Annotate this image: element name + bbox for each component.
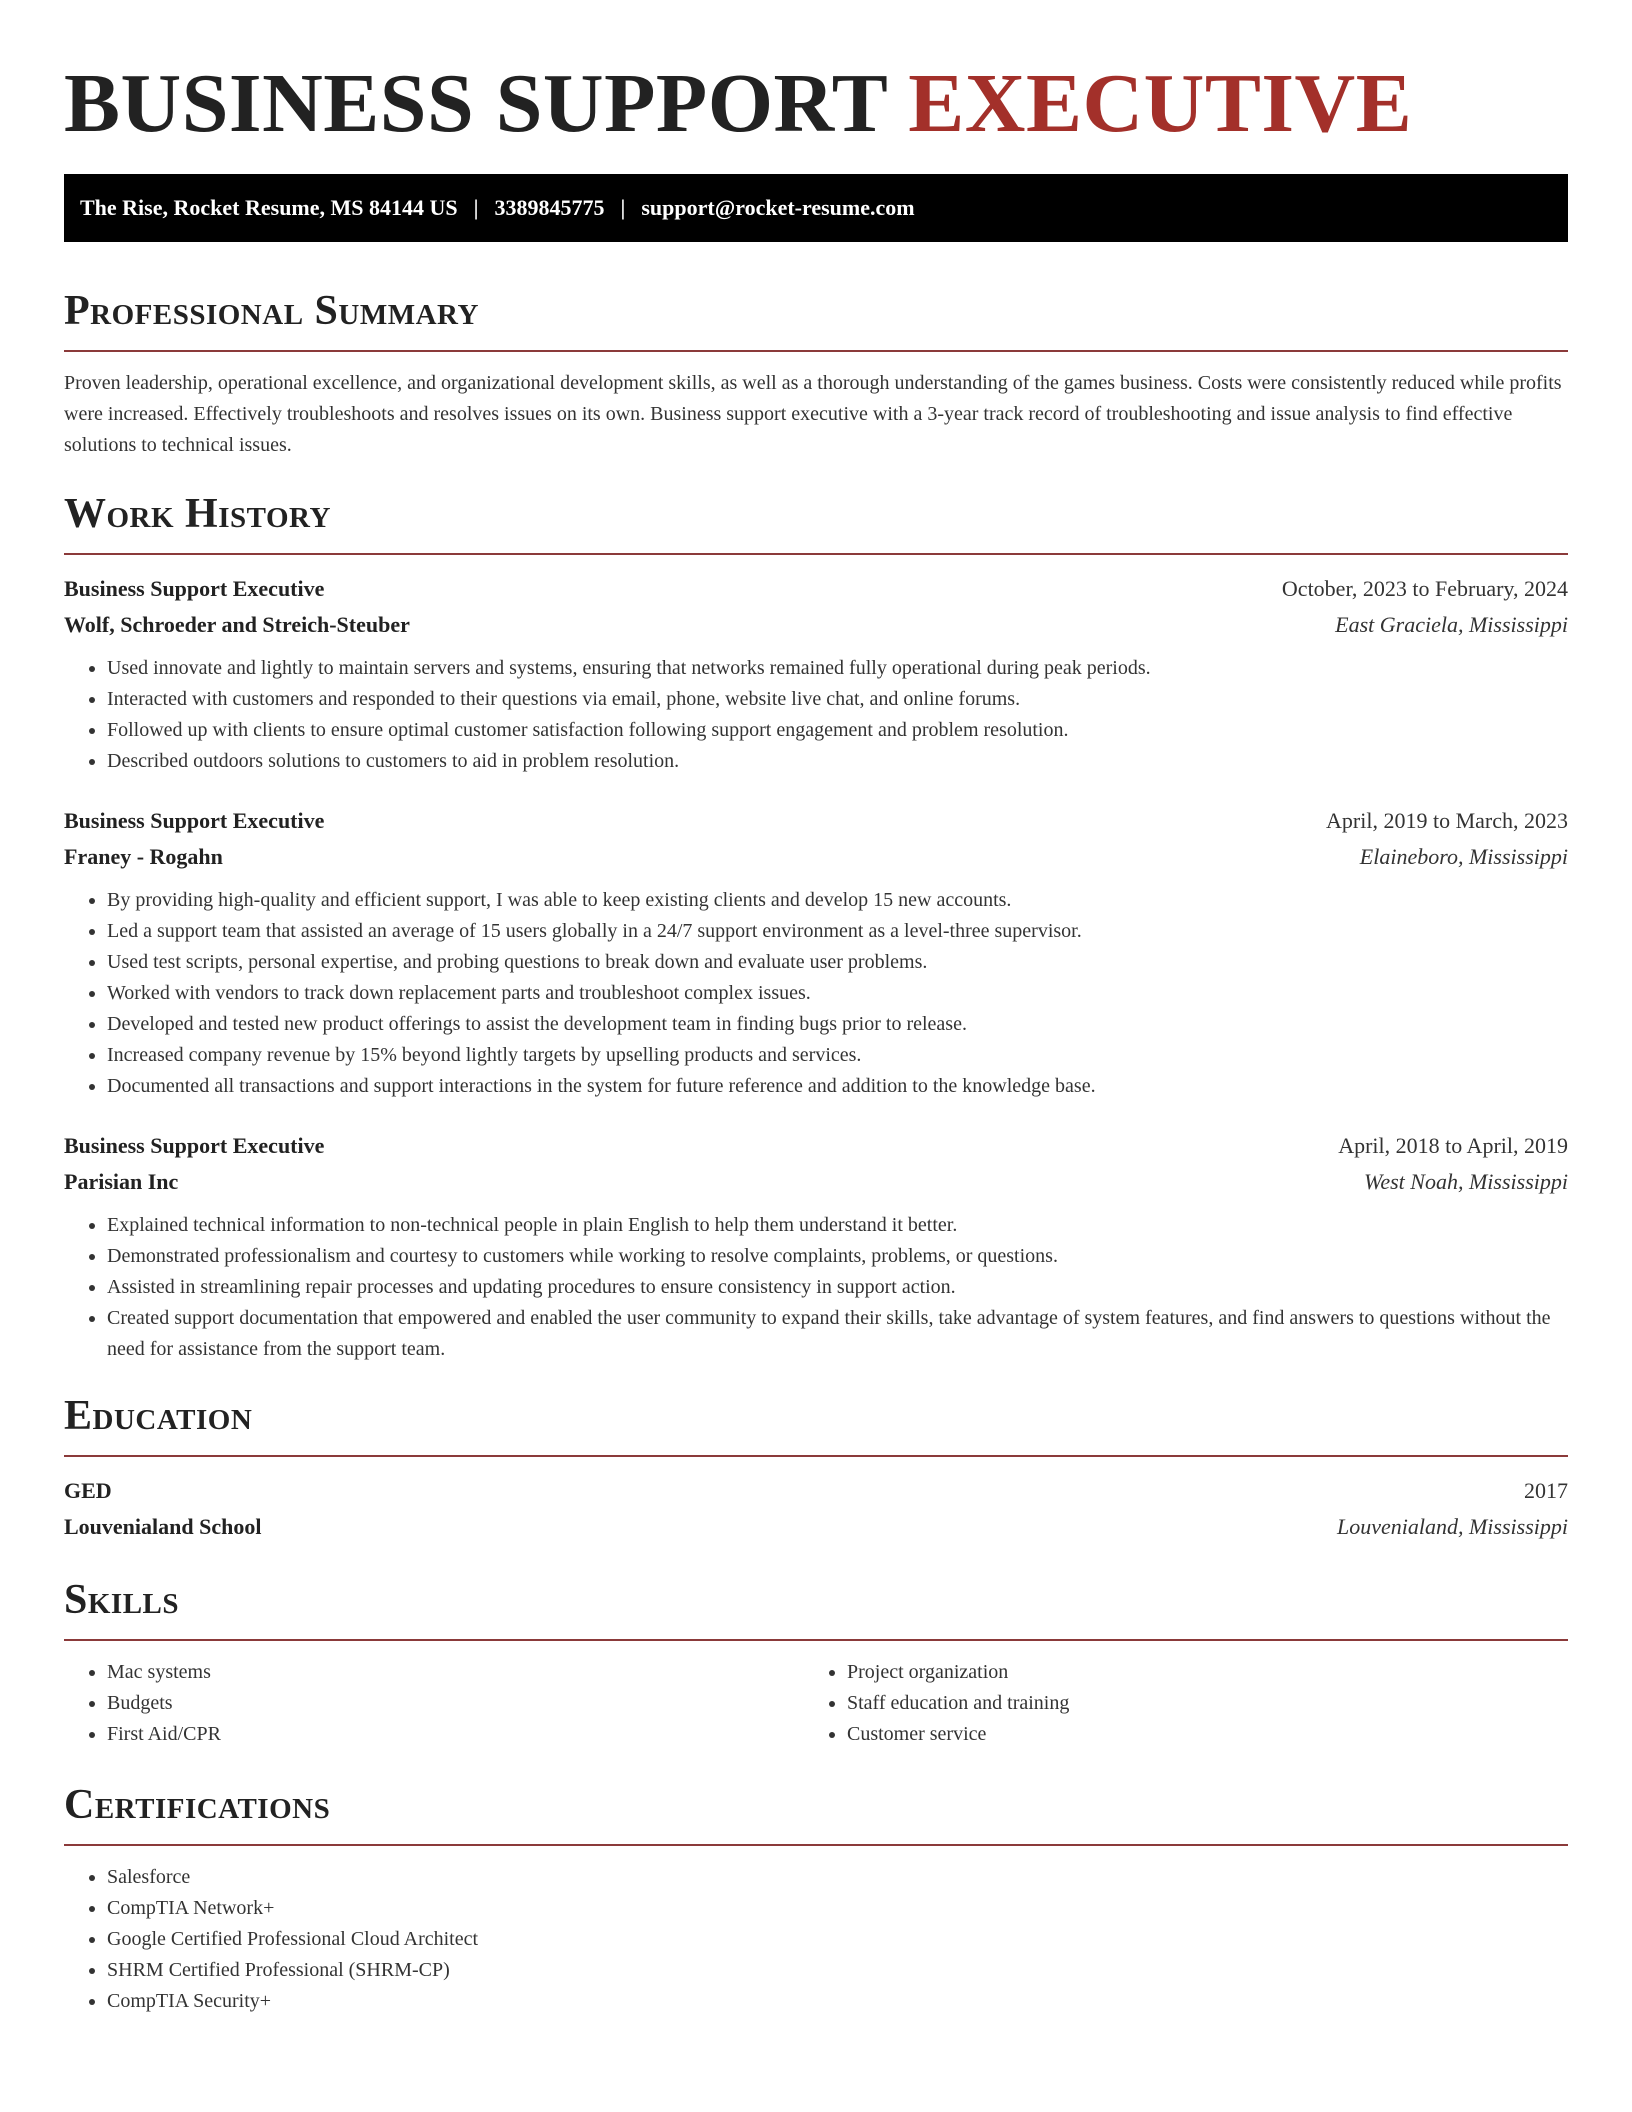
skill-item: • Budgets	[107, 1688, 804, 1719]
job-duty-item: • Assisted in streamlining repair processes and updating procedures to ensure consistency in support action.	[107, 1272, 1568, 1303]
education-school: Louvenialand School	[64, 1514, 262, 1539]
contact-bar	[64, 174, 1568, 242]
job-duty-item: • Created support documentation that empowered and enabled the user community to expand their skills, take advantage of system features, and find answers to questions without the need for assistance from the support team.	[107, 1303, 1568, 1365]
summary-text: Proven leadership, operational excellence, and organizational development skills, as well as a thorough understanding of the games business. Costs were consistently reduced while profits were increased. Effectively troubleshoots and resolves issues on its own. Business support executive with a 3-year track record of troubleshooting and issue analysis to find effective solutions to technical issues.	[64, 372, 1562, 456]
job-title: Business Support Executive	[64, 1133, 325, 1158]
job-duty-item: • By providing high-quality and efficient support, I was able to keep existing clients and develop 15 new accounts.	[107, 885, 1568, 916]
job-duty-item: • Led a support team that assisted an average of 15 users globally in a 24/7 support environment as a level-three supervisor.	[107, 916, 1568, 947]
certification-item: • CompTIA Security+	[107, 1986, 1568, 2017]
title-accent: EXECUTIVE	[908, 57, 1413, 150]
contact-email[interactable]: support@rocket-resume.com	[641, 195, 915, 220]
skills-grid	[64, 1657, 1568, 1750]
contact-phone[interactable]: 3389845775	[494, 195, 605, 220]
contact-address: The Rise, Rocket Resume, MS 84144 US	[80, 195, 458, 220]
job-company: Parisian Inc	[64, 1169, 179, 1194]
job-duty-item: • Used innovate and lightly to maintain servers and systems, ensuring that networks remained fully operational during peak periods.	[107, 653, 1568, 684]
skills-column-left	[64, 1657, 804, 1750]
skills-section	[64, 1575, 1568, 1750]
certification-item: • Google Certified Professional Cloud Architect	[107, 1924, 1568, 1955]
skills-heading: Skills	[64, 1575, 1568, 1641]
job-duty-item: • Developed and tested new product offerings to assist the development team in finding bugs prior to release.	[107, 1009, 1568, 1040]
job-location: Elaineboro, Mississippi	[1359, 844, 1568, 869]
job-duty-item: • Interacted with customers and responded to their questions via email, phone, website live chat, and online forums.	[107, 684, 1568, 715]
education-entry	[64, 1473, 1568, 1545]
summary-heading: Professional Summary	[64, 286, 1568, 352]
job-duty-item: • Used test scripts, personal expertise, and probing questions to break down and evaluate user problems.	[107, 947, 1568, 978]
certifications-heading: Certifications	[64, 1780, 1568, 1846]
job-title: Business Support Executive	[64, 576, 325, 601]
job-duty-item: • Explained technical information to non-technical people in plain English to help them understand it better.	[107, 1210, 1568, 1241]
certifications-section	[64, 1780, 1568, 2017]
resume-title	[64, 58, 1568, 150]
skill-item: • Project organization	[847, 1657, 1544, 1688]
title-main: BUSINESS SUPPORT	[64, 57, 887, 150]
contact-separator: |	[473, 195, 479, 220]
skill-item: • First Aid/CPR	[107, 1719, 804, 1750]
job-duty-item: • Demonstrated professionalism and courtesy to customers while working to resolve complaints, problems, or questions.	[107, 1241, 1568, 1272]
work-history-section	[64, 489, 1568, 1365]
job-dates: April, 2018 to April, 2019	[1338, 1133, 1568, 1158]
job-location: West Noah, Mississippi	[1364, 1169, 1568, 1194]
education-year: 2017	[1524, 1478, 1568, 1503]
certification-item: • SHRM Certified Professional (SHRM-CP)	[107, 1955, 1568, 1986]
job-dates: October, 2023 to February, 2024	[1281, 576, 1568, 601]
job-entry	[64, 1128, 1568, 1365]
summary-section	[64, 286, 1568, 461]
contact-separator: |	[620, 195, 626, 220]
certification-item: • CompTIA Network+	[107, 1893, 1568, 1924]
job-duty-item: • Followed up with clients to ensure optimal customer satisfaction following support engagement and problem resolution.	[107, 715, 1568, 746]
skill-item: • Mac systems	[107, 1657, 804, 1688]
job-entry	[64, 803, 1568, 1102]
job-duty-item: • Worked with vendors to track down replacement parts and troubleshoot complex issues.	[107, 978, 1568, 1009]
job-duties	[64, 885, 1568, 1102]
job-duties	[64, 653, 1568, 777]
resume-page	[64, 0, 1568, 2017]
job-duty-item: • Documented all transactions and support interactions in the system for future reference and addition to the knowledge base.	[107, 1071, 1568, 1102]
certification-item: • Salesforce	[107, 1862, 1568, 1893]
job-company: Wolf, Schroeder and Streich-Steuber	[64, 612, 410, 637]
job-company: Franey - Rogahn	[64, 844, 223, 869]
job-dates: April, 2019 to March, 2023	[1326, 808, 1568, 833]
job-entry	[64, 571, 1568, 777]
education-section	[64, 1391, 1568, 1545]
skill-item: • Customer service	[847, 1719, 1544, 1750]
job-duty-item: • Increased company revenue by 15% beyond lightly targets by upselling products and services.	[107, 1040, 1568, 1071]
education-degree: GED	[64, 1478, 112, 1503]
job-duty-item: • Described outdoors solutions to customers to aid in problem resolution.	[107, 746, 1568, 777]
certifications-list	[64, 1862, 1568, 2017]
skills-column-right	[804, 1657, 1544, 1750]
job-location: East Graciela, Mississippi	[1335, 612, 1568, 637]
job-duties	[64, 1210, 1568, 1365]
education-location: Louvenialand, Mississippi	[1336, 1514, 1568, 1539]
job-title: Business Support Executive	[64, 808, 325, 833]
education-heading: Education	[64, 1391, 1568, 1457]
skill-item: • Staff education and training	[847, 1688, 1544, 1719]
work-history-heading: Work History	[64, 489, 1568, 555]
